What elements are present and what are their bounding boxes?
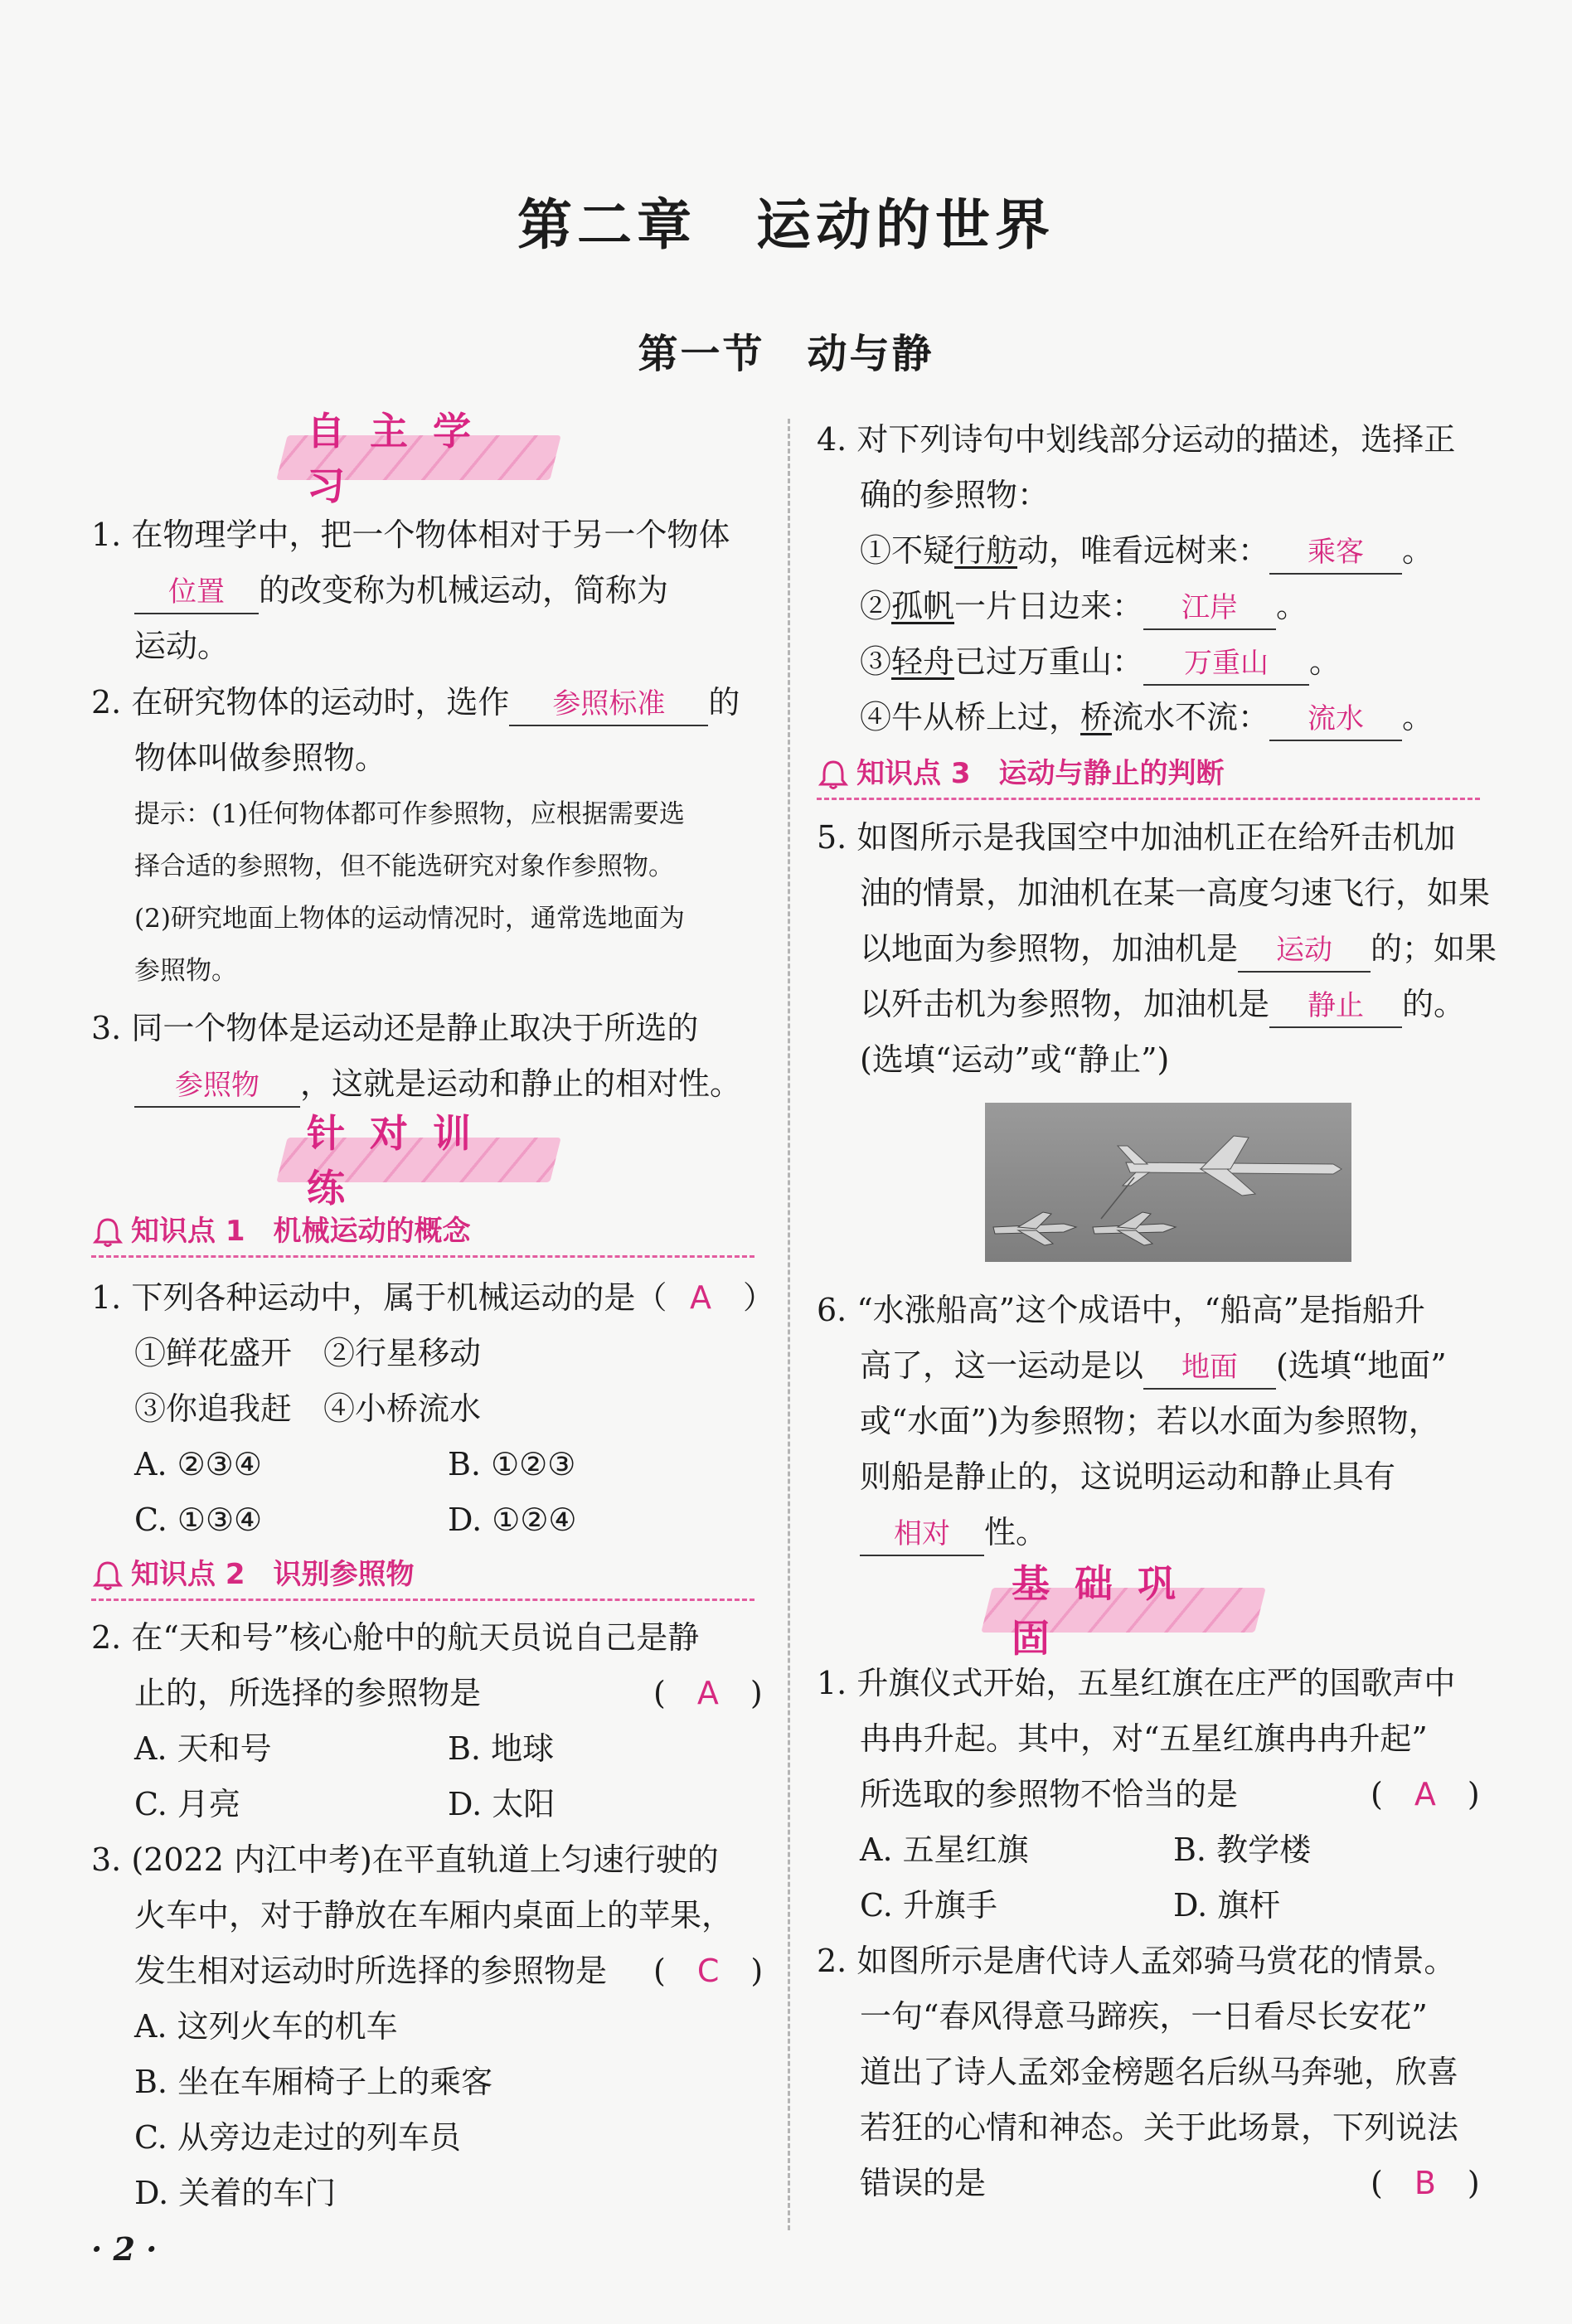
t4-line1: 4. 对下列诗句中划线部分运动的描述，选择正 — [817, 421, 1456, 458]
t2-option-a: A. 天和号 — [134, 1730, 272, 1767]
knowledge-point-1: 知识点 1 机械运动的概念 — [91, 1212, 754, 1258]
b1-option-a: A. 五星红旗 — [860, 1832, 1029, 1868]
b1-line1: 1. 升旗仪式开始，五星红旗在庄严的国歌声中 — [817, 1665, 1456, 1701]
bell-icon — [91, 1559, 124, 1592]
refueling-aircraft-image — [985, 1103, 1351, 1262]
t1-answer: A ） — [690, 1279, 775, 1316]
hint-line2: 择合适的参照物，但不能选研究对象作参照物。 — [134, 851, 674, 881]
b2-line4: 若狂的心情和神态。关于此场景，下列说法 — [860, 2109, 1459, 2146]
q3-line2: 参照物 ，这就是运动和静止的相对性。 — [91, 1063, 741, 1108]
b1-option-b: B. 教学楼 — [1173, 1832, 1312, 1868]
knowledge-point-3: 知识点 3 运动与静止的判断 — [817, 754, 1480, 800]
banner-targeted: 针对训练 — [282, 1129, 556, 1187]
t6-line5: 相对 性。 — [817, 1511, 1047, 1556]
answer-blank: 地面 — [1143, 1346, 1276, 1390]
t4-poem1: ①不疑行舫动，唯看远树来： 乘客 。 — [817, 530, 1434, 575]
t1-option-a: A. ②③④ — [134, 1446, 262, 1482]
answer-blank: 流水 — [1269, 698, 1402, 741]
banner-basics: 基础巩固 — [987, 1579, 1260, 1637]
hint-line1: 提示：(1)任何物体都可作参照物，应根据需要选 — [134, 799, 685, 829]
t1-items2: ③你追我赶 ④小桥流水 — [134, 1390, 482, 1427]
t4-poem2: ②孤帆一片日边来： 江岸 。 — [817, 585, 1308, 630]
t6-line3: 或“水面”)为参照物；若以水面为参照物， — [860, 1403, 1440, 1439]
section-title: 第一节 动与静 — [638, 331, 934, 377]
t6-line1: 6. “水涨船高”这个成语中，“船高”是指船升 — [817, 1292, 1426, 1328]
answer-blank: 万重山 — [1143, 643, 1309, 686]
q2-line1: 2. 在研究物体的运动时，选作 参照标准 的 — [91, 682, 740, 726]
t4-poem3: ③轻舟已过万重山： 万重山 。 — [817, 641, 1341, 686]
t3-line3: 发生相对运动时所选择的参照物是 — [134, 1953, 608, 1989]
t3-option-a: A. 这列火车的机车 — [134, 2008, 398, 2045]
t6-line2: 高了，这一运动是以 地面 (选填“地面” — [817, 1345, 1447, 1390]
answer-blank: 江岸 — [1143, 587, 1276, 630]
q3-line1: 3. 同一个物体是运动还是静止取决于所选的 — [91, 1010, 699, 1046]
t1-option-b: B. ①②③ — [448, 1446, 576, 1482]
t1-items1: ①鲜花盛开 ②行星移动 — [134, 1335, 482, 1371]
b2-line1: 2. 如图所示是唐代诗人孟郊骑马赏花的情景。 — [817, 1943, 1456, 1979]
answer-blank: 相对 — [860, 1513, 984, 1556]
t3-answer: ( C ) — [653, 1953, 764, 1989]
b2-line3: 道出了诗人孟郊金榜题名后纵马奔驰，欣喜 — [860, 2054, 1459, 2090]
hint-line4: 参照物。 — [134, 956, 237, 986]
b2-answer: ( B ) — [1371, 2165, 1480, 2201]
q1-line3: 运动。 — [134, 628, 230, 664]
answer-blank: 参照物 — [134, 1065, 300, 1108]
b2-line5: 错误的是 — [860, 2165, 987, 2201]
t3-option-c: C. 从旁边走过的列车员 — [134, 2119, 461, 2156]
t2-option-c: C. 月亮 — [134, 1786, 240, 1822]
t3-option-b: B. 坐在车厢椅子上的乘客 — [134, 2064, 493, 2100]
t4-line2: 确的参照物： — [860, 477, 1050, 513]
t2-answer: ( A ) — [653, 1675, 763, 1711]
t2-option-b: B. 地球 — [448, 1730, 555, 1767]
t5-line2: 油的情景，加油机在某一高度匀速飞行，如果 — [860, 875, 1491, 911]
t1-option-d: D. ①②④ — [448, 1502, 577, 1538]
t5-line3: 以地面为参照物，加油机是 运动 的；如果 — [817, 928, 1497, 973]
t1-option-c: C. ①③④ — [134, 1502, 263, 1538]
bell-icon — [817, 758, 850, 791]
bell-icon — [91, 1215, 124, 1249]
answer-blank: 位置 — [134, 571, 259, 614]
q2-line2: 物体叫做参照物。 — [134, 740, 387, 776]
t2-line1: 2. 在“天和号”核心舱中的航天员说自己是静 — [91, 1619, 700, 1656]
column-divider — [788, 419, 790, 2230]
knowledge-point-2: 知识点 2 识别参照物 — [91, 1555, 754, 1601]
b1-option-d: D. 旗杆 — [1173, 1887, 1281, 1924]
t3-option-d: D. 关着的车门 — [134, 2175, 337, 2211]
b1-line3: 所选取的参照物不恰当的是 — [860, 1776, 1239, 1812]
t1-stem: 1. 下列各种运动中，属于机械运动的是（ — [91, 1279, 667, 1316]
answer-blank: 运动 — [1238, 929, 1371, 973]
b2-line2: 一句“春风得意马蹄疾，一日看尽长安花” — [860, 1998, 1428, 2035]
t5-line5: (选填“运动”或“静止”) — [860, 1041, 1170, 1078]
chapter-title: 第二章 运动的世界 — [517, 193, 1055, 257]
banner-self-study: 自主学习 — [282, 427, 556, 485]
t6-line4: 则船是静止的，这说明运动和静止具有 — [860, 1458, 1396, 1495]
b1-line2: 冉冉升起。其中，对“五星红旗冉冉升起” — [860, 1720, 1428, 1757]
aerial-refueling-photo — [985, 1103, 1351, 1262]
t4-poem4: ④牛从桥上过，桥流水不流： 流水 。 — [817, 696, 1434, 741]
answer-blank: 乘客 — [1269, 531, 1402, 575]
answer-blank: 参照标准 — [509, 683, 708, 726]
t5-line1: 5. 如图所示是我国空中加油机正在给歼击机加 — [817, 819, 1456, 856]
t2-option-d: D. 太阳 — [448, 1786, 556, 1822]
hint-line3: (2)研究地面上物体的运动情况时，通常选地面为 — [134, 904, 685, 934]
q1-line1: 1. 在物理学中，把一个物体相对于另一个物体 — [91, 517, 730, 553]
b1-answer: ( A ) — [1371, 1776, 1480, 1812]
page-number: · 2 · — [91, 2230, 158, 2268]
t3-line2: 火车中，对于静放在车厢内桌面上的苹果， — [134, 1897, 734, 1933]
answer-blank: 静止 — [1269, 985, 1402, 1028]
t5-line4: 以歼击机为参照物，加油机是 静止 的。 — [817, 983, 1465, 1028]
t2-line2: 止的，所选择的参照物是 — [134, 1675, 482, 1711]
b1-option-c: C. 升旗手 — [860, 1887, 997, 1924]
t3-line1: 3. (2022 内江中考)在平直轨道上匀速行驶的 — [91, 1841, 719, 1878]
q1-line2: 位置 的改变称为机械运动，简称为 — [91, 570, 668, 614]
